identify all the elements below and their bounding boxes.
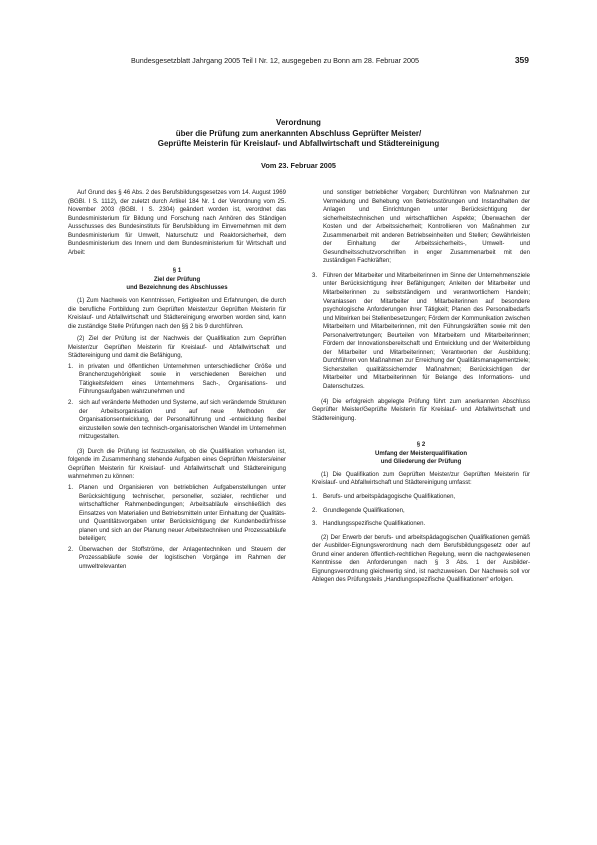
list-item-number: 1.	[68, 363, 74, 370]
left-column	[68, 189, 286, 573]
document-title-block	[70, 118, 527, 170]
list-item-text: Handlungsspezifische Qualifikationen.	[323, 521, 426, 528]
right-column	[312, 189, 530, 585]
title-line-1: Verordnung	[276, 118, 321, 127]
section-1-paragraph-2: (2) Ziel der Prüfung ist der Nachweis der Qualifikation zum Geprüften Meister/zur Geprüften Meisterin für Kreislauf- und Abfallwirtschaft und Städtereinigung und damit die Befähigung,	[68, 336, 286, 360]
list-item	[312, 507, 530, 516]
list-item	[68, 546, 286, 572]
list-item-text: Planen und Organisieren von betrieblichen Aufgabenstellungen unter Berücksichtigung technischer, personeller, sozialer, rechtlicher und wirtschaftlicher Rahmenbedingungen; Arbeitsabläufe einschließlich des Einsatzes von Materialien und Betriebsmitteln unter Einhaltung der Qualitäts- und Quantitätsvorgaben unter Berücksichtigung der Kundenbedürfnisse planen und sich an der Planung neuer Arbeitstechniken und Prozessabläufe beteiligen;	[79, 484, 286, 543]
title-line-2: über die Prüfung zum anerkannten Abschluss Geprüfter Meister/	[175, 128, 422, 138]
list-item-number: 2.	[312, 507, 318, 514]
section-1-number: § 1	[172, 268, 182, 275]
section-1-title-line-1: Ziel der Prüfung	[153, 276, 201, 283]
section-1-title-line-2: und Bezeichnung des Abschlusses	[126, 285, 228, 292]
list-item-text: Führen der Mitarbeiter und Mitarbeiterinnen im Sinne der Unternehmensziele unter Berücksichtigung ihrer Befähigungen; Anleiten der Mitarbeiter und Mitarbeiterinnen zu selbstständigem und verantwortlichem Handeln; Veranlassen der Mitarbeiter und Mitarbeiterinnen auf besondere psychologische Anforderungen ihrer Tätigkeit; Planen des Personalbedarfs und Mitwirken bei Stellenbesetzungen; Fördern der Kommunikation zwischen Mitarbeitern und Mitarbeiterinnen, mit den Führungskräften sowie mit den Personalvertretungen; Beurteilen von Mitarbeitern und Mitarbeiterinnen; Fördern der Innovationsbereitschaft und Entwicklung und der Weiterbildung der Mitarbeiter und Mitarbeiterinnen; Verantworten der Ausbildung; Durchführen von Maßnahmen zur Erreichung der Qualitätsmanagementziele; Sicherstellen qualitätssichernder Maßnahmen; Berücksichtigen der Mitarbeiter und Mitarbeiterinnen für Belange des Informations- und Datenschutzes.	[323, 272, 530, 391]
section-1-paragraph-1: (1) Zum Nachweis von Kenntnissen, Fertigkeiten und Erfahrungen, die durch die berufliche Fortbildung zum Geprüften Meister/zur Geprüften Meisterin für Kreislauf- und Abfallwirtschaft und Städtereinigung erworben worden sind, kann die zuständige Stelle Prüfungen nach den §§ 2 bis 9 durchführen.	[68, 298, 286, 330]
list-item	[312, 272, 530, 392]
section-1-paragraph-4: (4) Die erfolgreich abgelegte Prüfung führt zum anerkannten Abschluss Geprüfter Meister/Geprüfte Meisterin für Kreislauf- und Abfallwirtschaft und Städtereinigung.	[312, 398, 530, 422]
list-item-number: 3.	[312, 272, 318, 279]
list-item-number: 3.	[312, 521, 318, 528]
title-line-3: Geprüfte Meisterin für Kreislauf- und Abfallwirtschaft und Städtereinigung	[157, 139, 440, 148]
section-2-list	[312, 493, 530, 529]
list-item-number: 1.	[312, 493, 318, 500]
section-2-title-line-2: und Gliederung der Prüfung	[380, 459, 462, 466]
list-item	[312, 520, 530, 529]
page-number: 359	[514, 55, 529, 65]
list-item-text: Berufs- und arbeitspädagogische Qualifikationen,	[323, 493, 456, 500]
section-2-title-line-1: Umfang der Meisterqualifikation	[374, 450, 468, 457]
list-item	[312, 493, 530, 502]
list-item	[68, 363, 286, 397]
date-line: Vom 23. Februar 2005	[261, 160, 336, 170]
running-title: Bundesgesetzblatt Jahrgang 2005 Teil I Nr. 12, ausgegeben zu Bonn am 28. Februar 2005	[131, 56, 419, 65]
list-item	[68, 399, 286, 442]
section-1-paragraph-3: (3) Durch die Prüfung ist festzustellen, ob die Qualifikation vorhanden ist, folgende im Zusammenhang stehende Aufgaben eines Geprüften Meisters/einer Geprüften Meisterin für Kreislauf- und Abfallwirtschaft und Städtereinigung wahrnehmen zu können:	[68, 448, 286, 481]
list-item-text: Grundlegende Qualifikationen,	[323, 507, 405, 514]
list-item-number: 2.	[68, 546, 74, 553]
list-item-number: 2.	[68, 400, 74, 407]
section-1-list-2	[68, 484, 286, 571]
list-item-text: in privaten und öffentlichen Unternehmen unterschiedlicher Größe und Branchenzugehörigkeit sowie in verschiedenen Bereichen und Tätigkeitsfeldern eines Unternehmens Sach-, Organisations- und Führungsaufgaben wahrzunehmen und	[79, 363, 286, 396]
section-1-list-1	[68, 363, 286, 442]
list-item-text: sich auf veränderte Methoden und Systeme, auf sich verändernde Strukturen der Arbeitsorganisation und auf neue Methoden der Organisationsentwicklung, der Personalführung und -entwicklung flexibel einzustellen sowie den technisch-organisatorischen Wandel im Unternehmen mitzugestalten.	[79, 400, 286, 441]
continued-paragraph: und sonstiger betrieblicher Vorgaben; Durchführen von Maßnahmen zur Vermeidung und Behebung von Betriebsstörungen und Instandhalten der Anlagen und Einrichtungen unter Berücksichtigung der sicherheitstechnischen und wirtschaftlichen Aspekte; Überwachen der Kosten und der Arbeitssicherheit; Kontrollieren von Maßnahmen zur Zusammenarbeit mit anderen Betriebseinheiten und Stellen; Gewährleisten der Einhaltung der Arbeitssicherheits-, Umwelt- und Gesundheitsschutzvorschriften in enger Zusammenarbeit mit den zuständigen Fachkräften;	[323, 190, 530, 265]
section-2-paragraph-2: (2) Der Erwerb der berufs- und arbeitspädagogischen Qualifikationen gemäß der Ausbilder-Eignungsverordnung nach dem Berufsbildungsgesetz oder auf Grund einer anderen öffentlich-rechtlichen Regelung, wenn die nachgewiesenen Kenntnisse den Anforderungen nach § 3 Abs. 1 der Ausbilder-Eignungsverordnung gleichwertig sind, ist nachzuweisen. Der Nachweis soll vor Ablegen des Prüfungsteils „Handlungsspezifische Qualifikationen“ erfolgen.	[312, 534, 530, 584]
list-item-text: Überwachen der Stoffströme, der Anlagentechniken und Steuern der Prozessabläufe sowie der logistischen Vorgänge im Rahmen der umweltrelevanten	[79, 546, 286, 570]
preamble: Auf Grund des § 46 Abs. 2 des Berufsbildungsgesetzes vom 14. August 1969 (BGBl. I S. 1112), der zuletzt durch Artikel 184 Nr. 1 der Verordnung vom 25. November 2003 (BGBl. I S. 2304) geändert worden ist, verordnet das Bundesministerium für Bildung und Forschung nach Anhören des Ständigen Ausschusses des Bundesinstituts für Berufsbildung im Einvernehmen mit dem Bundesministerium für Umwelt, Naturschutz und Reaktorsicherheit, dem Bundesministerium des Innern und dem Bundesministerium für Wirtschaft und Arbeit:	[68, 190, 286, 256]
list-item-number: 1.	[68, 484, 74, 491]
running-header	[0, 56, 597, 68]
section-2-paragraph-1: (1) Die Qualifikation zum Geprüften Meister/zur Geprüften Meisterin für Kreislauf- und Abfallwirtschaft und Städtereinigung umfasst:	[312, 471, 530, 487]
section-1-list-2-continued	[312, 272, 530, 392]
list-item	[68, 484, 286, 544]
section-2-number: § 2	[416, 442, 426, 449]
